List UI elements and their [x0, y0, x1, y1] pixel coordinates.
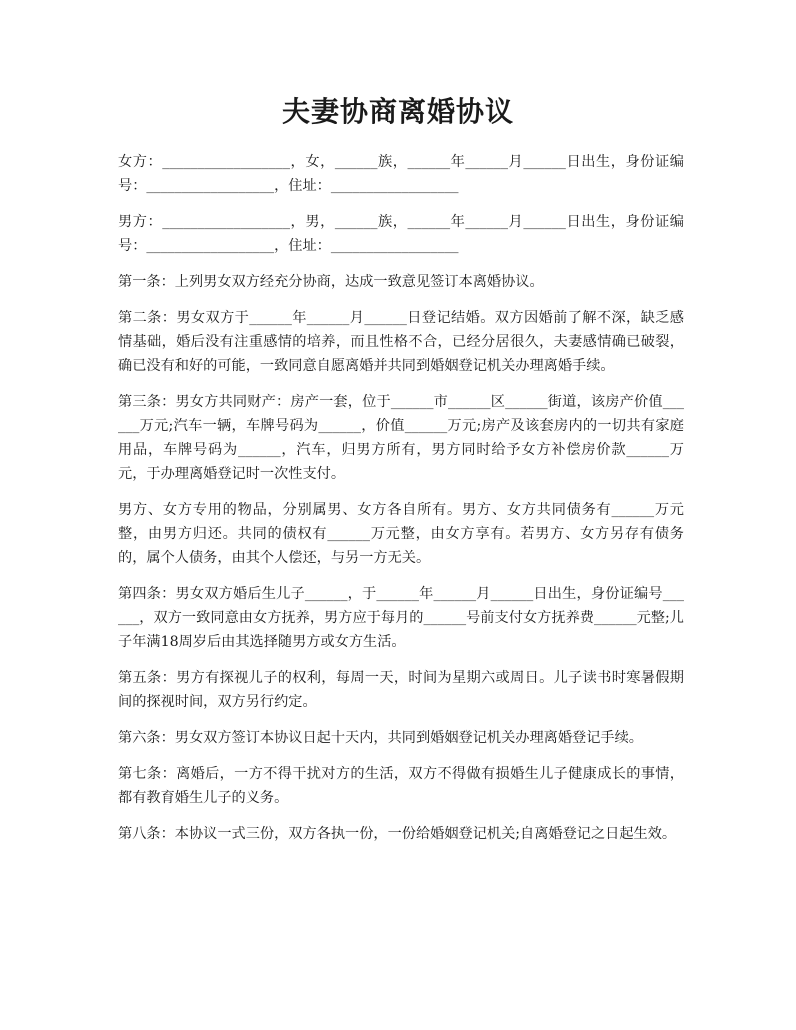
- article-3-paragraph: 第三条：男女方共同财产：房产一套，位于______市______区______街道，该房产价值______万元;汽车一辆，车牌号码为______，价值______万元;房产及该套房内的一切共有家庭用品，车牌号码为______，汽车，归男方所有，男方同时给予女方补偿房价款______万元，于办理离婚登记时一次性支付。: [118, 394, 684, 482]
- personal-items-debts-paragraph: 男方、女方专用的物品，分别属男、女方各自所有。男方、女方共同债务有______万元整，由男方归还。共同的债权有______万元整，由女方享有。若男方、女方另存有债务的，属个人债务，由其个人偿还，与另一方无关。: [118, 502, 684, 566]
- party-female-paragraph: 女方：__________________，女，______族，______年______月______日出生，身份证编号：__________________，住址：__________________: [118, 154, 684, 194]
- article-1-paragraph: 第一条：上列男女双方经充分协商，达成一致意见签订本离婚协议。: [118, 274, 544, 290]
- article-5-paragraph: 第五条：男方有探视儿子的权利，每周一天，时间为星期六或周日。儿子读书时寒暑假期间的探视时间，双方另行约定。: [118, 670, 684, 710]
- article-2-paragraph: 第二条：男女双方于______年______月______日登记结婚。双方因婚前了解不深，缺乏感情基础，婚后没有注重感情的培养，而且性格不合，已经分居很久，夫妻感情确已破裂，确已没有和好的可能，一致同意自愿离婚并共同到婚姻登记机关办理离婚手续。: [118, 310, 684, 374]
- article-4-paragraph: 第四条：男女双方婚后生儿子______，于______年______月______日出生，身份证编号______，双方一致同意由女方抚养，男方应于每月的______号前支付女方抚养费______元整;儿子年满18周岁后由其选择随男方或女方生活。: [118, 586, 684, 650]
- article-7-paragraph: 第七条：离婚后，一方不得干扰对方的生活，双方不得做有损婚生儿子健康成长的事情，都有教育婚生儿子的义务。: [118, 766, 684, 806]
- article-6-paragraph: 第六条：男女双方签订本协议日起十天内，共同到婚姻登记机关办理离婚登记手续。: [118, 730, 643, 746]
- party-male-paragraph: 男方：__________________，男，______族，______年______月______日出生，身份证编号：__________________，住址：__________________: [118, 214, 684, 254]
- article-8-paragraph: 第八条：本协议一式三份，双方各执一份，一份给婚姻登记机关;自离婚登记之日起生效。: [118, 826, 677, 842]
- document-body: [118, 150, 684, 858]
- document-title: 夫妻协商离婚协议: [281, 95, 514, 128]
